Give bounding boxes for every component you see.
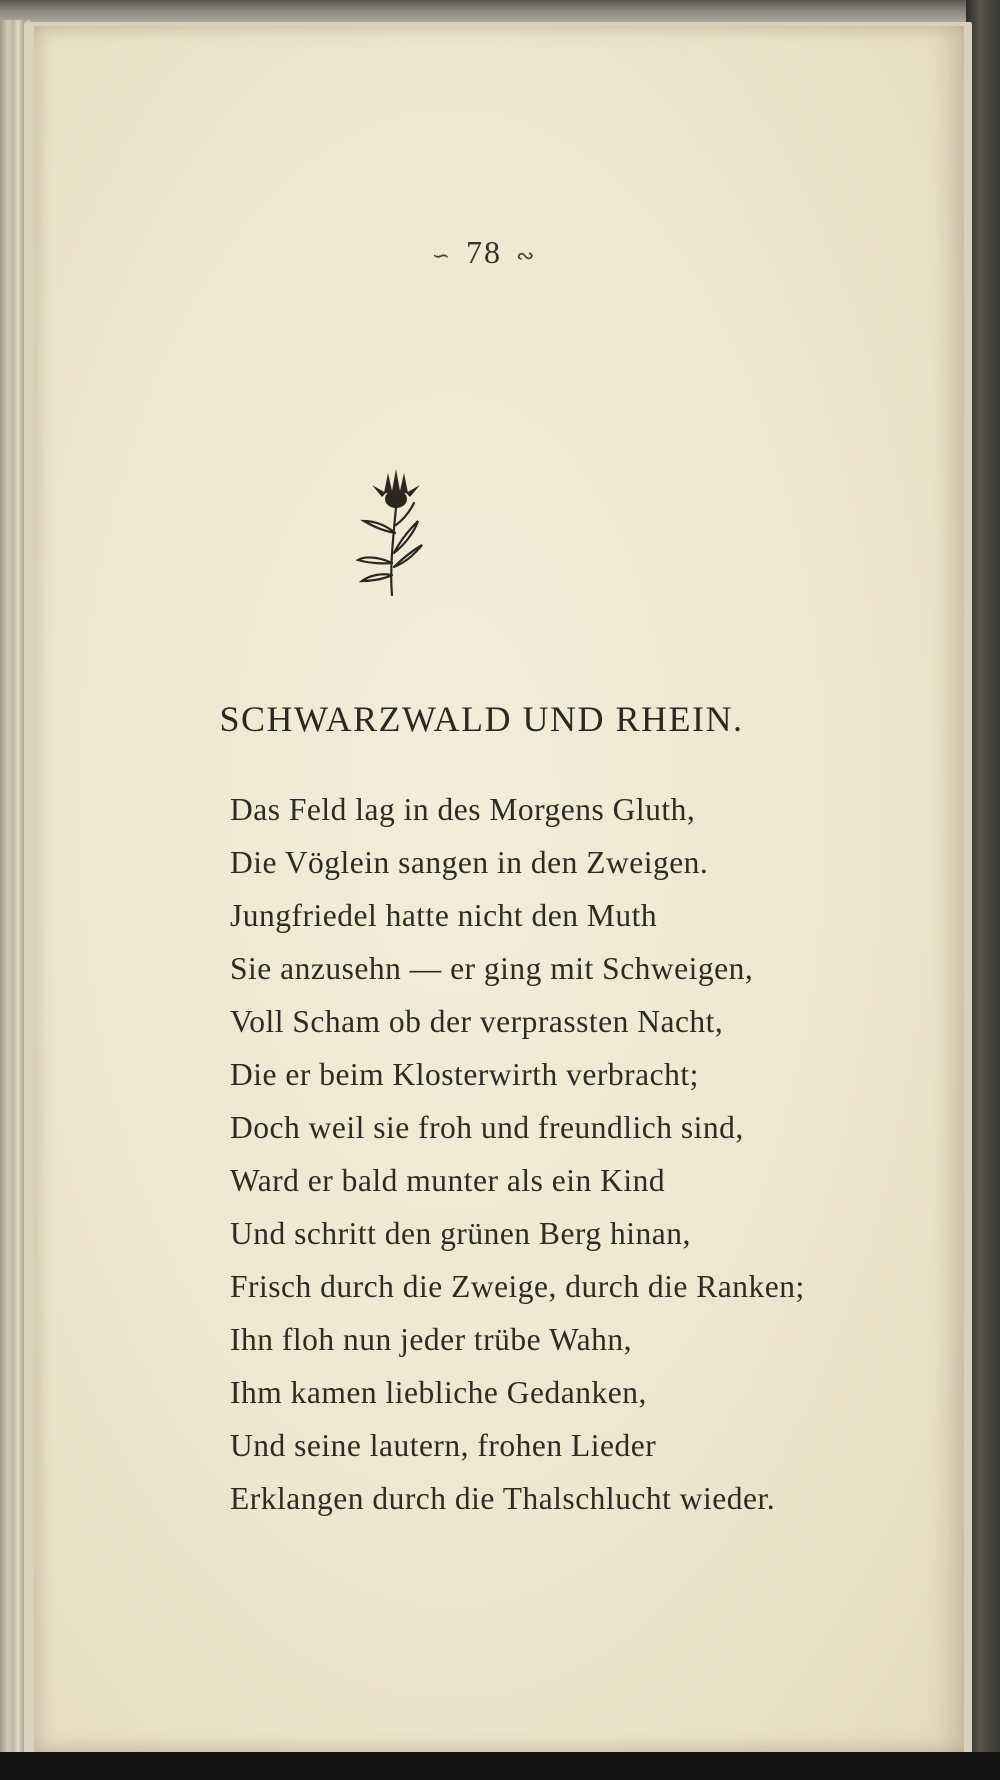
poem-line: Voll Scham ob der verprassten Nacht,: [230, 1004, 724, 1039]
poem-line: Und seine lautern, frohen Lieder: [230, 1428, 657, 1463]
poem-line: Ihm kamen liebliche Gedanken,: [230, 1375, 647, 1410]
poem-line: Sie anzusehn — er ging mit Schweigen,: [230, 951, 754, 986]
book-page: [34, 26, 964, 1752]
poem-line: Die er beim Klosterwirth verbracht;: [230, 1057, 699, 1092]
poem-line: Ward er bald munter als ein Kind: [230, 1163, 666, 1198]
ornament-right: ∾: [516, 243, 537, 268]
poem-line: Und schritt den grünen Berg hinan,: [230, 1216, 691, 1251]
poem-line: Frisch durch die Zweige, durch die Ranken;: [230, 1269, 805, 1304]
poem-line: Jungfriedel hatte nicht den Muth: [230, 898, 658, 933]
ornament-left: ∽: [431, 243, 452, 268]
poem-line: Doch weil sie froh und freundlich sind,: [230, 1110, 744, 1145]
flower-vignette-icon: [352, 463, 432, 598]
poem-body: [230, 792, 950, 1534]
page-number: 78: [466, 234, 502, 270]
page-header: [34, 234, 934, 271]
poem-title: SCHWARZWALD UND RHEIN.: [219, 699, 744, 739]
poem-line: Erklangen durch die Thalschlucht wieder.: [230, 1481, 776, 1516]
book-bottom-edge: [0, 1752, 1000, 1780]
poem-line: Die Vöglein sangen in den Zweigen.: [230, 845, 709, 880]
poem-line: Ihn floh nun jeder trübe Wahn,: [230, 1322, 633, 1357]
poem-line: Das Feld lag in des Morgens Gluth,: [230, 792, 696, 827]
